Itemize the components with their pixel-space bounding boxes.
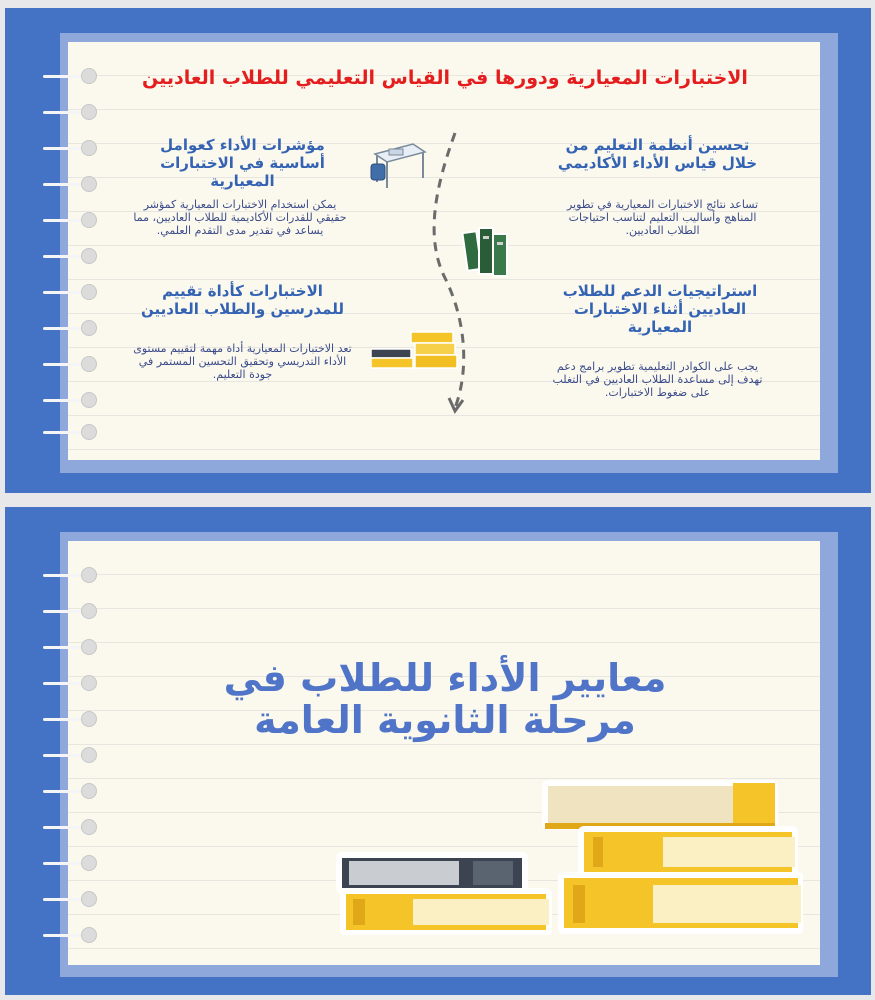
books-icon — [461, 222, 517, 280]
ring — [43, 68, 103, 84]
section-text: تعد الاختبارات المعيارية أداة مهمة لتقييم مستوى الأداء التدريسي وتحقيق التحسين المستمر في جودة التعليم. — [133, 342, 352, 381]
desk-icon — [367, 134, 429, 192]
slide-1[interactable] — [5, 8, 871, 493]
ring — [43, 567, 103, 583]
ring — [43, 356, 103, 372]
section-heading: تحسين أنظمة التعليم من خلال قياس الأداء الأكاديمي — [557, 136, 758, 172]
ring — [43, 783, 103, 799]
ring — [43, 747, 103, 763]
ring — [43, 603, 103, 619]
ring — [43, 891, 103, 907]
ring — [43, 176, 103, 192]
section-heading: مؤشرات الأداء كعوامل أساسية في الاختبارات المعيارية — [160, 136, 325, 190]
book-stack-icon — [333, 775, 803, 935]
ring — [43, 711, 103, 727]
section-heading: الاختبارات كأداة تقييم للمدرسين والطلاب العاديين — [141, 282, 344, 318]
ring — [43, 392, 103, 408]
ring — [43, 104, 103, 120]
ring — [43, 927, 103, 943]
ring — [43, 320, 103, 336]
slide-title: معايير الأداء للطلاب في مرحلة الثانوية العامة — [223, 656, 667, 742]
section-text: يمكن استخدام الاختبارات المعيارية كمؤشر حقيقي للقدرات الأكاديمية للطلاب العاديين، مما يساعد في تقدير مدى التقدم العلمي. — [133, 198, 347, 237]
ring — [43, 140, 103, 156]
ring — [43, 284, 103, 300]
ring — [43, 819, 103, 835]
ring — [43, 675, 103, 691]
ring — [43, 212, 103, 228]
ring — [43, 855, 103, 871]
section-text: يجب على الكوادر التعليمية تطوير برامج دعم تهدف إلى مساعدة الطلاب العاديين في التغلب على ضغوط الاختبارات. — [552, 360, 763, 399]
ring — [43, 424, 103, 440]
section-text: تساعد نتائج الاختبارات المعيارية في تطوير المناهج وأساليب التعليم لتناسب احتياجات الطلاب العاديين. — [566, 198, 759, 237]
slide-2[interactable] — [5, 507, 871, 995]
ring — [43, 639, 103, 655]
ring — [43, 248, 103, 264]
slide-title: الاختبارات المعيارية ودورها في القياس التعليمي للطلاب العاديين — [142, 67, 748, 89]
section-heading: استراتيجيات الدعم للطلاب العاديين أثناء الاختبارات المعيارية — [562, 282, 758, 336]
book-stack-icon — [371, 330, 461, 372]
